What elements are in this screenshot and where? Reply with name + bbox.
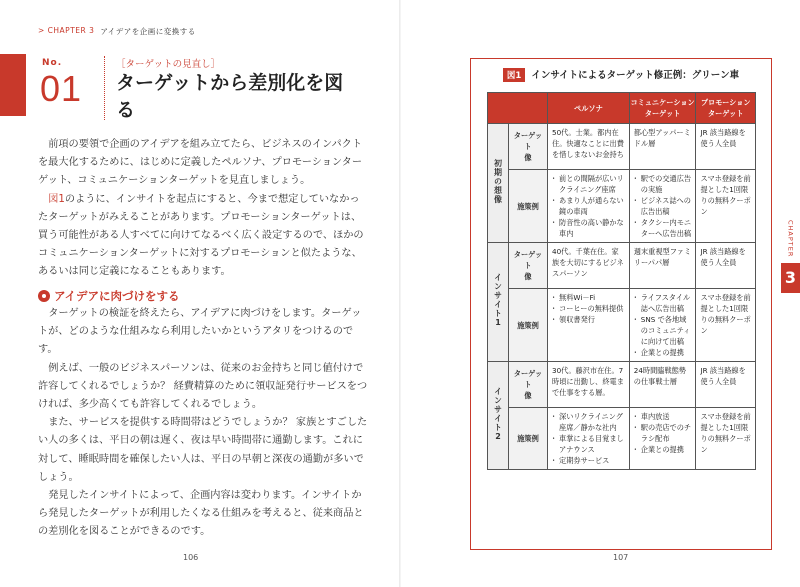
bullet-item: ・ 車掌による目覚ましアナウンス — [552, 433, 625, 455]
bullet-item: ・ 車内放送 — [634, 411, 692, 422]
bullet-item: ・ ライフスタイル誌へ広告出稿 — [634, 292, 692, 314]
table-row-measures — [488, 170, 756, 243]
table-cell — [629, 408, 696, 470]
paragraph: 例えば、一般のビジネスパーソンは、従来のお金持ちと同じ値付けで許容してくれるでしょうか？ 経費精算のために領収証発行サービスをつければ、多少高くても許容してくれるでしょう。 — [38, 362, 368, 411]
bullet-item: ・ ビジネス誌への広告出稿 — [634, 195, 692, 217]
paragraph-text: のように、インサイトを起点にすると、今まで想定していなかったターゲットがみえることがあります。プロモーションターゲットは、買う可能性がある人すべてに向けてなるべく広く設定するので、ほかのコミュニケーションターゲットに対するプロモーションと似たような、あるいは同じ定義になることもあります。 — [38, 193, 364, 278]
row-label: 施策例 — [509, 170, 548, 243]
bullet-circle-icon — [38, 290, 50, 302]
table-cell: JR 該当路線を使う人全員 — [696, 124, 756, 170]
figure-table — [487, 92, 756, 470]
bullet-item: ・ 前との間隔が広いリクライニング座席 — [552, 173, 625, 195]
column-header: ペルソナ — [548, 93, 630, 124]
running-head-title: アイデアを企画に変換する — [100, 27, 196, 36]
bullet-item: ・ 企業との提携 — [634, 347, 692, 358]
intro-text — [38, 136, 368, 282]
section-title: アイデアに肉づけをする — [54, 289, 180, 303]
row-label: ターゲット 像 — [509, 362, 548, 408]
bullet-list — [634, 411, 692, 455]
section-heading — [38, 288, 179, 304]
table-cell: JR 該当路線を使う人全員 — [696, 243, 756, 289]
table-cell: 30代。藤沢市在住。7時頃に出勤し、終電まで仕事をする層。 — [548, 362, 630, 408]
table-cell — [696, 170, 756, 243]
bullet-item: ・ 駅での交通広告の実施 — [634, 173, 692, 195]
chapter-tab-number: 3 — [781, 263, 800, 293]
table-cell: 50代。士業。都内在住。快適なことに出費を惜しまないお金持ち — [548, 124, 630, 170]
column-header: コミュニケーション ターゲット — [629, 93, 696, 124]
chapter-tab — [781, 220, 800, 293]
row-label: ターゲット 像 — [509, 243, 548, 289]
table-header-row — [488, 93, 756, 124]
heading-subtitle: ［ターゲットの見直し］ — [116, 59, 221, 70]
table-cell — [629, 170, 696, 243]
group-label-cell — [488, 124, 509, 243]
table-row-measures — [488, 408, 756, 470]
table-row-target — [488, 362, 756, 408]
group-label: インサイト1 — [493, 273, 503, 328]
cell-text: スマホ登録を前提とした1回限りの無料クーポン — [700, 174, 751, 216]
bullet-item: ・ 無料Wi－Fi — [552, 292, 625, 303]
page-title: ターゲットから差別化を図る — [116, 72, 344, 121]
figure-badge: 図1 — [503, 68, 525, 82]
table-row-target — [488, 124, 756, 170]
header-corner — [488, 93, 548, 124]
number-tab — [0, 54, 26, 116]
row-label: ターゲット 像 — [509, 124, 548, 170]
figure-caption: インサイトによるターゲット修正例：グリーン車 — [531, 70, 740, 81]
bullet-list — [552, 411, 625, 466]
table-row-target — [488, 243, 756, 289]
figure-title — [471, 67, 771, 82]
bullet-list — [634, 173, 692, 239]
table-cell — [548, 408, 630, 470]
group-label-cell — [488, 362, 509, 470]
bullet-item: ・ 企業との提携 — [634, 444, 692, 455]
bullet-item: ・ 領収書発行 — [552, 314, 625, 325]
bullet-item: ・ 防音性の高い静かな車内 — [552, 217, 625, 239]
bullet-item: ・ コーヒーの無料提供 — [552, 303, 625, 314]
table-row-measures — [488, 289, 756, 362]
table-cell: 週末重視型ファミリーパパ層 — [629, 243, 696, 289]
table-cell — [696, 408, 756, 470]
table-cell: 40代。千葉在住。家族を大切にするビジネスパーソン — [548, 243, 630, 289]
chapter-tab-label: CHAPTER — [786, 220, 795, 258]
table-cell: 都心型アッパーミドル層 — [629, 124, 696, 170]
bullet-item: ・ 深いリクライニング座席／静かな社内 — [552, 411, 625, 433]
bullet-list — [552, 173, 625, 239]
group-label-cell — [488, 243, 509, 362]
table-cell: JR 該当路線を使う人全員 — [696, 362, 756, 408]
bullet-item: ・ タクシー内モニターへ広告出稿 — [634, 217, 692, 239]
table-cell — [696, 289, 756, 362]
item-number: 01 — [40, 68, 83, 109]
running-head — [38, 26, 196, 37]
page-number-right: 107 — [613, 553, 629, 562]
cell-text: スマホ登録を前提とした1回限りの無料クーポン — [700, 293, 751, 335]
row-label: 施策例 — [509, 289, 548, 362]
bullet-item: ・ 駅の売店でのチラシ配布 — [634, 422, 692, 444]
paragraph: 発見したインサイトによって、企画内容は変わります。インサイトから発見したターゲットが利用したくなる仕組みを考えると、従来商品との差別化を図ることができるのです。 — [38, 490, 364, 538]
group-label: 初期の想像 — [493, 159, 503, 204]
table-cell — [629, 289, 696, 362]
bullet-item: ・ あまり人が通らない鏡の車両 — [552, 195, 625, 217]
paragraph — [38, 191, 368, 282]
column-header: プロモーション ターゲット — [696, 93, 756, 124]
bullet-list — [634, 292, 692, 358]
dotted-divider — [104, 56, 105, 120]
figure — [470, 58, 772, 550]
cell-text: スマホ登録を前提とした1回限りの無料クーポン — [700, 412, 751, 454]
group-label: インサイト2 — [493, 386, 503, 442]
table-cell — [548, 289, 630, 362]
running-head-chapter: > CHAPTER 3 — [38, 26, 95, 35]
page-number-left: 106 — [183, 553, 199, 562]
table-cell — [548, 170, 630, 243]
bullet-item: ・ SNS で各地域のコミュニティに向けて出稿 — [634, 314, 692, 347]
bullet-list — [552, 292, 625, 325]
paragraph: また、サービスを提供する時間帯はどうでしょうか？ 家族とすごしたい人の多くは、平日の朝は遅く、夜は早い時間帯に通勤します。これに対して、睡眠時間を確保したい人は、平日の早朝と深夜の通勤が多いでしょう。 — [38, 417, 368, 483]
figure-reference: 図1 — [48, 193, 65, 205]
page-gutter — [399, 0, 401, 587]
row-label: 施策例 — [509, 408, 548, 470]
paragraph: ターゲットの検証を終えたら、アイデアに肉づけをします。ターゲットが、どのような仕組みなら利用したいかというアタリをつけるのです。 — [38, 308, 362, 356]
section-body — [38, 305, 368, 542]
bullet-item: ・ 定期券サービス — [552, 455, 625, 466]
paragraph: 前項の要領で企画のアイデアを組み立てたら、ビジネスのインパクトを最大化するために、はじめに定義したペルソナ、プロモーションターゲット、コミュニケーションターゲットを見直しましょう。 — [38, 139, 363, 187]
item-number-label: No. — [42, 58, 63, 68]
table-cell: 24時間臨戦態勢の仕事戦士層 — [629, 362, 696, 408]
